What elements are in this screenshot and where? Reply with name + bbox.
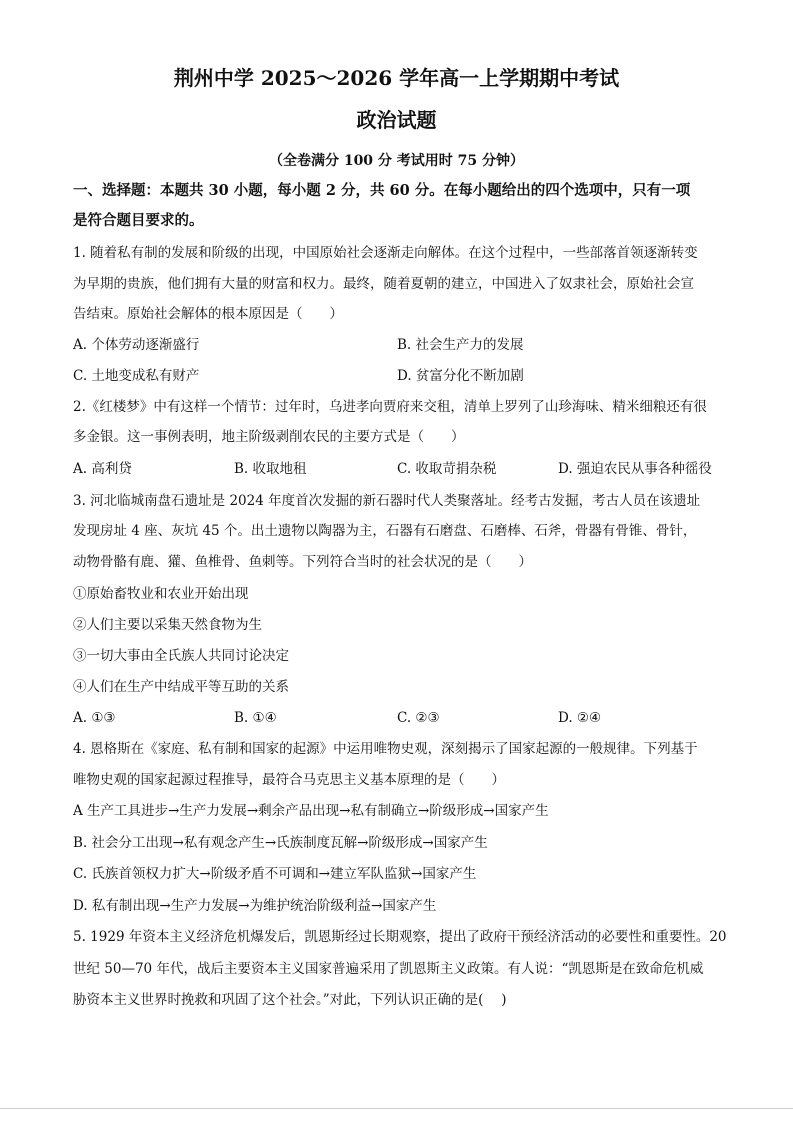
page-bottom-rule (0, 1108, 793, 1109)
q3-option-b: B. ①④ (234, 710, 277, 726)
q2-option-a: A. 高利贷 (73, 461, 132, 477)
q4-option-d: D. 私有制出现→生产力发展→为维护统治阶级利益→国家产生 (73, 898, 437, 914)
exam-meta: （全卷满分 100 分 考试用时 75 分钟） (268, 153, 525, 169)
q1-option-c: C. 土地变成私有财产 (73, 368, 200, 384)
q4-option-b: B. 社会分工出现→私有观念产生→氏族制度瓦解→阶级形成→国家产生 (73, 835, 488, 851)
q2-option-b: B. 收取地租 (234, 461, 307, 477)
q5-stem-line: 胁资本主义世界时挽救和巩固了这个社会。”对此，下列认识正确的是( ) (73, 992, 507, 1008)
exam-subject: 政治试题 (356, 108, 437, 132)
q2-option-c: C. 收取苛捐杂税 (397, 461, 497, 477)
q5-stem-line: 5. 1929 年资本主义经济危机爆发后，凯恩斯经过长期观察，提出了政府干预经济活动的必要性和重要性。20 (73, 929, 727, 945)
q3-statement-1: ①原始畜牧业和农业开始出现 (73, 586, 249, 602)
q2-stem-line: 多金银。这一事例表明，地主阶级剥削农民的主要方式是（ ） (73, 429, 465, 445)
exam-title: 荆州中学 2025～2026 学年高一上学期期中考试 (173, 66, 620, 90)
q4-stem-line: 4. 恩格斯在《家庭、私有制和国家的起源》中运用唯物史观，深刻揭示了国家起源的一般规律。下列基于 (73, 741, 698, 757)
section-heading-line-1: 一、选择题：本题共 30 小题，每小题 2 分，共 60 分。在每小题给出的四个选项中，只有一项 (73, 182, 691, 199)
q1-option-d: D. 贫富分化不断加剧 (397, 368, 524, 384)
q2-option-d: D. 强迫农民从事各种徭役 (558, 461, 712, 477)
section-heading-line-2: 是符合题目要求的。 (73, 212, 204, 229)
q2-stem-line: 2.《红楼梦》中有这样一个情节：过年时，乌进孝向贾府来交租，清单上罗列了山珍海味、精米细粮还有很 (73, 399, 707, 415)
q3-option-a: A. ①③ (73, 710, 116, 726)
q1-stem-line: 告结束。原始社会解体的根本原因是（ ） (73, 306, 343, 322)
q4-option-a: A 生产工具进步→生产力发展→剩余产品出现→私有制确立→阶级形成→国家产生 (73, 803, 549, 819)
q1-option-a: A. 个体劳动逐渐盛行 (73, 337, 200, 353)
q3-statement-4: ④人们在生产中结成平等互助的关系 (73, 679, 289, 695)
q3-option-c: C. ②③ (397, 710, 440, 726)
q3-statement-2: ②人们主要以采集天然食物为生 (73, 617, 262, 633)
q3-stem-line: 动物骨骼有鹿、獾、鱼椎骨、鱼刺等。下列符合当时的社会状况的是（ ） (73, 554, 532, 570)
q4-option-c: C. 氏族首领权力扩大→阶级矛盾不可调和→建立军队监狱→国家产生 (73, 866, 477, 882)
q1-option-b: B. 社会生产力的发展 (397, 337, 524, 353)
q3-option-d: D. ②④ (558, 710, 602, 726)
q4-stem-line: 唯物史观的国家起源过程推导，最符合马克思主义基本原理的是（ ） (73, 772, 505, 788)
q3-stem-line: 发现房址 4 座、灰坑 45 个。出土遗物以陶器为主，石器有石磨盘、石磨棒、石斧，骨器有骨锥、骨针， (73, 523, 697, 539)
q1-stem-line: 1. 随着私有制的发展和阶级的出现，中国原始社会逐渐走向解体。在这个过程中，一些部落首领逐渐转变 (73, 245, 698, 261)
q5-stem-line: 世纪 50—70 年代，战后主要资本主义国家普遍采用了凯恩斯主义政策。有人说：“凯恩斯是在致命危机威 (73, 961, 704, 977)
q1-stem-line: 为早期的贵族，他们拥有大量的财富和权力。最终，随着夏朝的建立，中国进入了奴隶社会，原始社会宣 (73, 276, 694, 292)
q3-statement-3: ③一切大事由全氏族人共同讨论决定 (73, 648, 289, 664)
q3-stem-line: 3. 河北临城南盘石遗址是 2024 年度首次发掘的新石器时代人类聚落址。经考古发掘，考古人员在该遗址 (73, 493, 701, 509)
